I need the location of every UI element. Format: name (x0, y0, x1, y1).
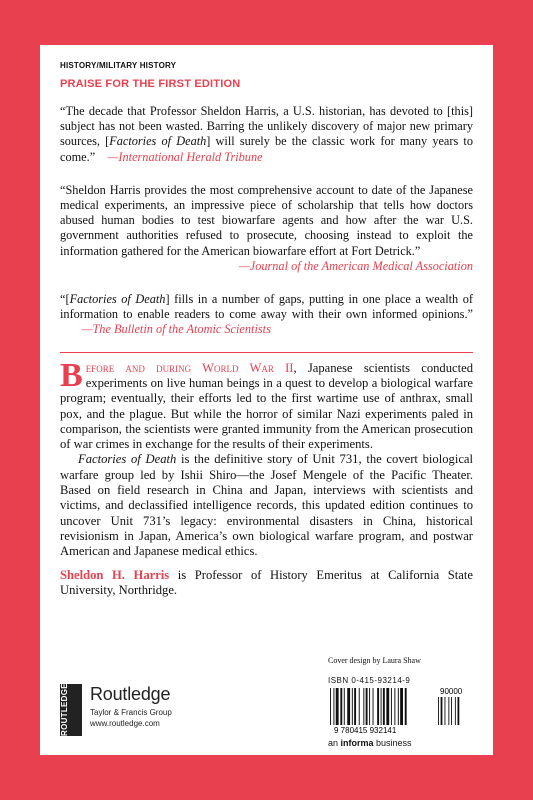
author-name: Sheldon H. Harris (60, 567, 170, 582)
review-quote-2: “Sheldon Harris provides the most comprehensive account to date of the Japanese medical experiments, an impressive piece of scholarship that tells how doctors abused human bodies to test biowarfare agents and how after the war U.S. government authorities refused to prosecute, choosing instead to exploit the information gathered for the American biowarfare effort at Fort Detrick.” —Journal of the American Medical Association (60, 182, 473, 273)
lead-in: efore and during World War II (85, 360, 294, 375)
drop-cap: B (60, 356, 83, 394)
section-divider (60, 352, 473, 353)
back-cover-panel (40, 45, 493, 755)
description-paragraph-1: Before and during World War II, Japanese scientists conducted experiments on live human beings in a quest to develop a biological warfare program; eventually, their efforts led to the first wartime use of anthrax, small pox, and the plague. But while the horror of similar Nazi experiments paled in comparison, the scientists were granted immunity from the American prosecution of war crimes in exchange for the results of their experiments. (60, 356, 473, 452)
barcode (328, 686, 476, 734)
barcode-number: 9 780415 932141 (334, 726, 397, 734)
publisher-url: www.routledge.com (90, 719, 160, 728)
review-source-1: —International Herald Tribune (107, 149, 263, 164)
category-label: HISTORY/MILITARY HISTORY (60, 61, 177, 70)
cover-footer (60, 656, 473, 751)
review-source-3: —The Bulletin of the Atomic Scientists (81, 322, 271, 337)
isbn-label: ISBN 0-415-93214-9 (328, 676, 411, 685)
review-quote-1: “The decade that Professor Sheldon Harris, a U.S. historian, has devoted to [this] subject has not been wasted. Barring the unlikely discovery of major new primary sources, [Factories of Death] will surely be the classic work for many years to come.” —International Herald Tribune (60, 104, 473, 164)
review-quote-3: “[Factories of Death] fills in a number of gaps, putting in one place a wealth of information to enable readers to come away with their own informed opinions.” —The Bulletin of the Atomic Scientists (60, 292, 473, 337)
cover-design-credit: Cover design by Laura Shaw (328, 656, 421, 665)
author-bio: Sheldon H. Harris is Professor of History Emeritus at California State University, Northridge. (60, 567, 473, 597)
barcode-bars (330, 688, 407, 725)
barcode-addon-bars (438, 697, 459, 725)
publisher-name: Routledge (90, 684, 171, 704)
praise-heading: PRAISE FOR THE FIRST EDITION (60, 78, 241, 90)
description-paragraph-2: Factories of Death is the definitive story of Unit 731, the covert biological warfare group led by Ishii Shiro—the Josef Mengele of the Pacific Theater. Based on field research in China and Japan, interviews with scientists and victims, and declassified intelligence records, this updated edition continues to uncover Unit 731’s legacy: environmental disasters in China, historical revisionism in Japan, America’s own biological warfare program, and postwar American and Japanese medical ethics. (60, 452, 473, 559)
publisher-logo (60, 681, 210, 741)
barcode-addon-number: 90000 (440, 687, 463, 696)
publisher-group: Taylor & Francis Group (90, 708, 172, 717)
review-source-2: —Journal of the American Medical Association (238, 258, 473, 273)
routledge-logo-icon: ROUTLEDGE (60, 684, 82, 736)
informa-tagline: an informa business (328, 738, 412, 748)
